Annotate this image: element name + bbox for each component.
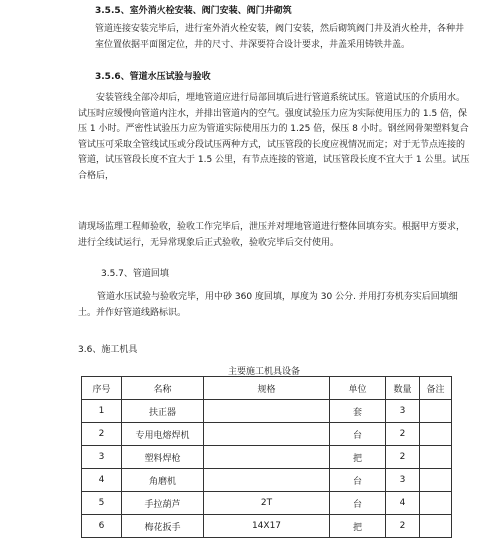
table-caption: 主要施工机具设备 — [228, 367, 301, 377]
cell-spec — [204, 446, 330, 469]
cell-index: 3 — [82, 446, 122, 469]
cell-quantity: 3 — [386, 469, 420, 492]
cell-unit: 台 — [330, 423, 386, 446]
text-line: 管道连接安装完毕后，进行室外消火栓安装，阀门安装，然后砌筑阀门井及消火栓井，各种井 — [95, 24, 465, 34]
section-title-3-5-7: 3.5.7、管道回填 — [101, 269, 169, 279]
cell-name: 角磨机 — [122, 469, 204, 492]
cell-quantity: 2 — [386, 515, 420, 538]
text-line: 管道，试压管段长度不宜大于 1.5 公里，有节点连接的管道，试压管段长度不宜大于 1 公里。试压 — [78, 155, 470, 165]
cell-quantity: 2 — [386, 423, 420, 446]
cell-name: 扶正器 — [122, 400, 204, 423]
cell-remark — [420, 446, 452, 469]
cell-remark — [420, 492, 452, 515]
cell-spec — [204, 469, 330, 492]
header-remark: 备注 — [420, 377, 452, 400]
cell-remark — [420, 515, 452, 538]
cell-spec — [204, 423, 330, 446]
paragraph-pressure-test — [78, 91, 470, 184]
table-row — [82, 446, 452, 469]
cell-remark — [420, 400, 452, 423]
header-index: 序号 — [82, 377, 122, 400]
cell-spec — [204, 400, 330, 423]
cell-quantity: 4 — [386, 492, 420, 515]
cell-unit: 套 — [330, 400, 386, 423]
section-title-3-5-6: 3.5.6、管道水压试验与验收 — [95, 72, 211, 82]
paragraph-backfill — [78, 290, 458, 321]
table-header-row — [82, 377, 452, 400]
table-row — [82, 423, 452, 446]
text-line: 管道水压试验与验收完毕，用中砂 360 度回填，厚度为 30 公分. 并用打夯机夯实后回填细 — [97, 292, 458, 302]
text-line: 室位置依据平面图定位，井的尺寸、井深要符合设计要求，井盖采用铸铁井盖。 — [95, 39, 411, 50]
cell-index: 4 — [82, 469, 122, 492]
cell-unit: 把 — [330, 446, 386, 469]
equipment-table — [81, 376, 452, 538]
text-line: 压 1 小时。严密性试验压力应为管道实际使用压力的 1.25 倍，保压 8 小时。钢丝网骨架塑料复合 — [78, 124, 469, 134]
cell-quantity: 3 — [386, 400, 420, 423]
cell-index: 5 — [82, 492, 122, 515]
cell-unit: 台 — [330, 469, 386, 492]
table-row — [82, 492, 452, 515]
text-line: 进行全线试运行，无异常现象后正式验收，验收完毕后交付使用。 — [78, 237, 340, 248]
cell-name: 塑料焊枪 — [122, 446, 204, 469]
text-line: 管试压可采取全管线试压或分段试压两种方式，试压管段的长度应视情况而定；对于无节点连接的 — [78, 139, 466, 150]
text-line: 合格后， — [78, 170, 115, 181]
table-row — [82, 515, 452, 538]
cell-remark — [420, 469, 452, 492]
cell-name: 专用电熔焊机 — [122, 423, 204, 446]
cell-quantity: 2 — [386, 446, 420, 469]
cell-index: 6 — [82, 515, 122, 538]
text-line: 试压时应缓慢向管道内注水，并排出管道内的空气。强度试验压力应为实际使用压力的 1.5 倍，保 — [78, 108, 468, 119]
cell-index: 1 — [82, 400, 122, 423]
header-unit: 单位 — [330, 377, 386, 400]
text-line: 请现场监理工程师验收，验收工作完毕后，泄压并对埋地管道进行整体回填夯实。根据甲方要求， — [78, 222, 466, 232]
cell-name: 手拉葫芦 — [122, 492, 204, 515]
cell-unit: 台 — [330, 492, 386, 515]
section-title-3-6: 3.6、施工机具 — [78, 345, 138, 355]
cell-spec: 2T — [204, 492, 330, 515]
paragraph-acceptance — [78, 220, 465, 251]
text-line: 安装管线全部冷却后，埋地管道应进行局部回填后进行管道系统试压。管道试压的介质用水。 — [96, 93, 466, 103]
section-title-3-5-5: 3.5.5、室外消火栓安装、阀门安装、阀门井砌筑 — [95, 6, 292, 16]
cell-spec: 14X17 — [204, 515, 330, 538]
cell-index: 2 — [82, 423, 122, 446]
cell-unit: 把 — [330, 515, 386, 538]
table-row — [82, 469, 452, 492]
header-quantity: 数量 — [386, 377, 420, 400]
table-row — [82, 400, 452, 423]
header-spec: 规格 — [204, 377, 330, 400]
paragraph-valve-installation — [95, 22, 464, 53]
header-name: 名称 — [122, 377, 204, 400]
cell-remark — [420, 423, 452, 446]
cell-name: 梅花扳手 — [122, 515, 204, 538]
text-line: 土。并作好管道线路标识。 — [78, 307, 187, 318]
